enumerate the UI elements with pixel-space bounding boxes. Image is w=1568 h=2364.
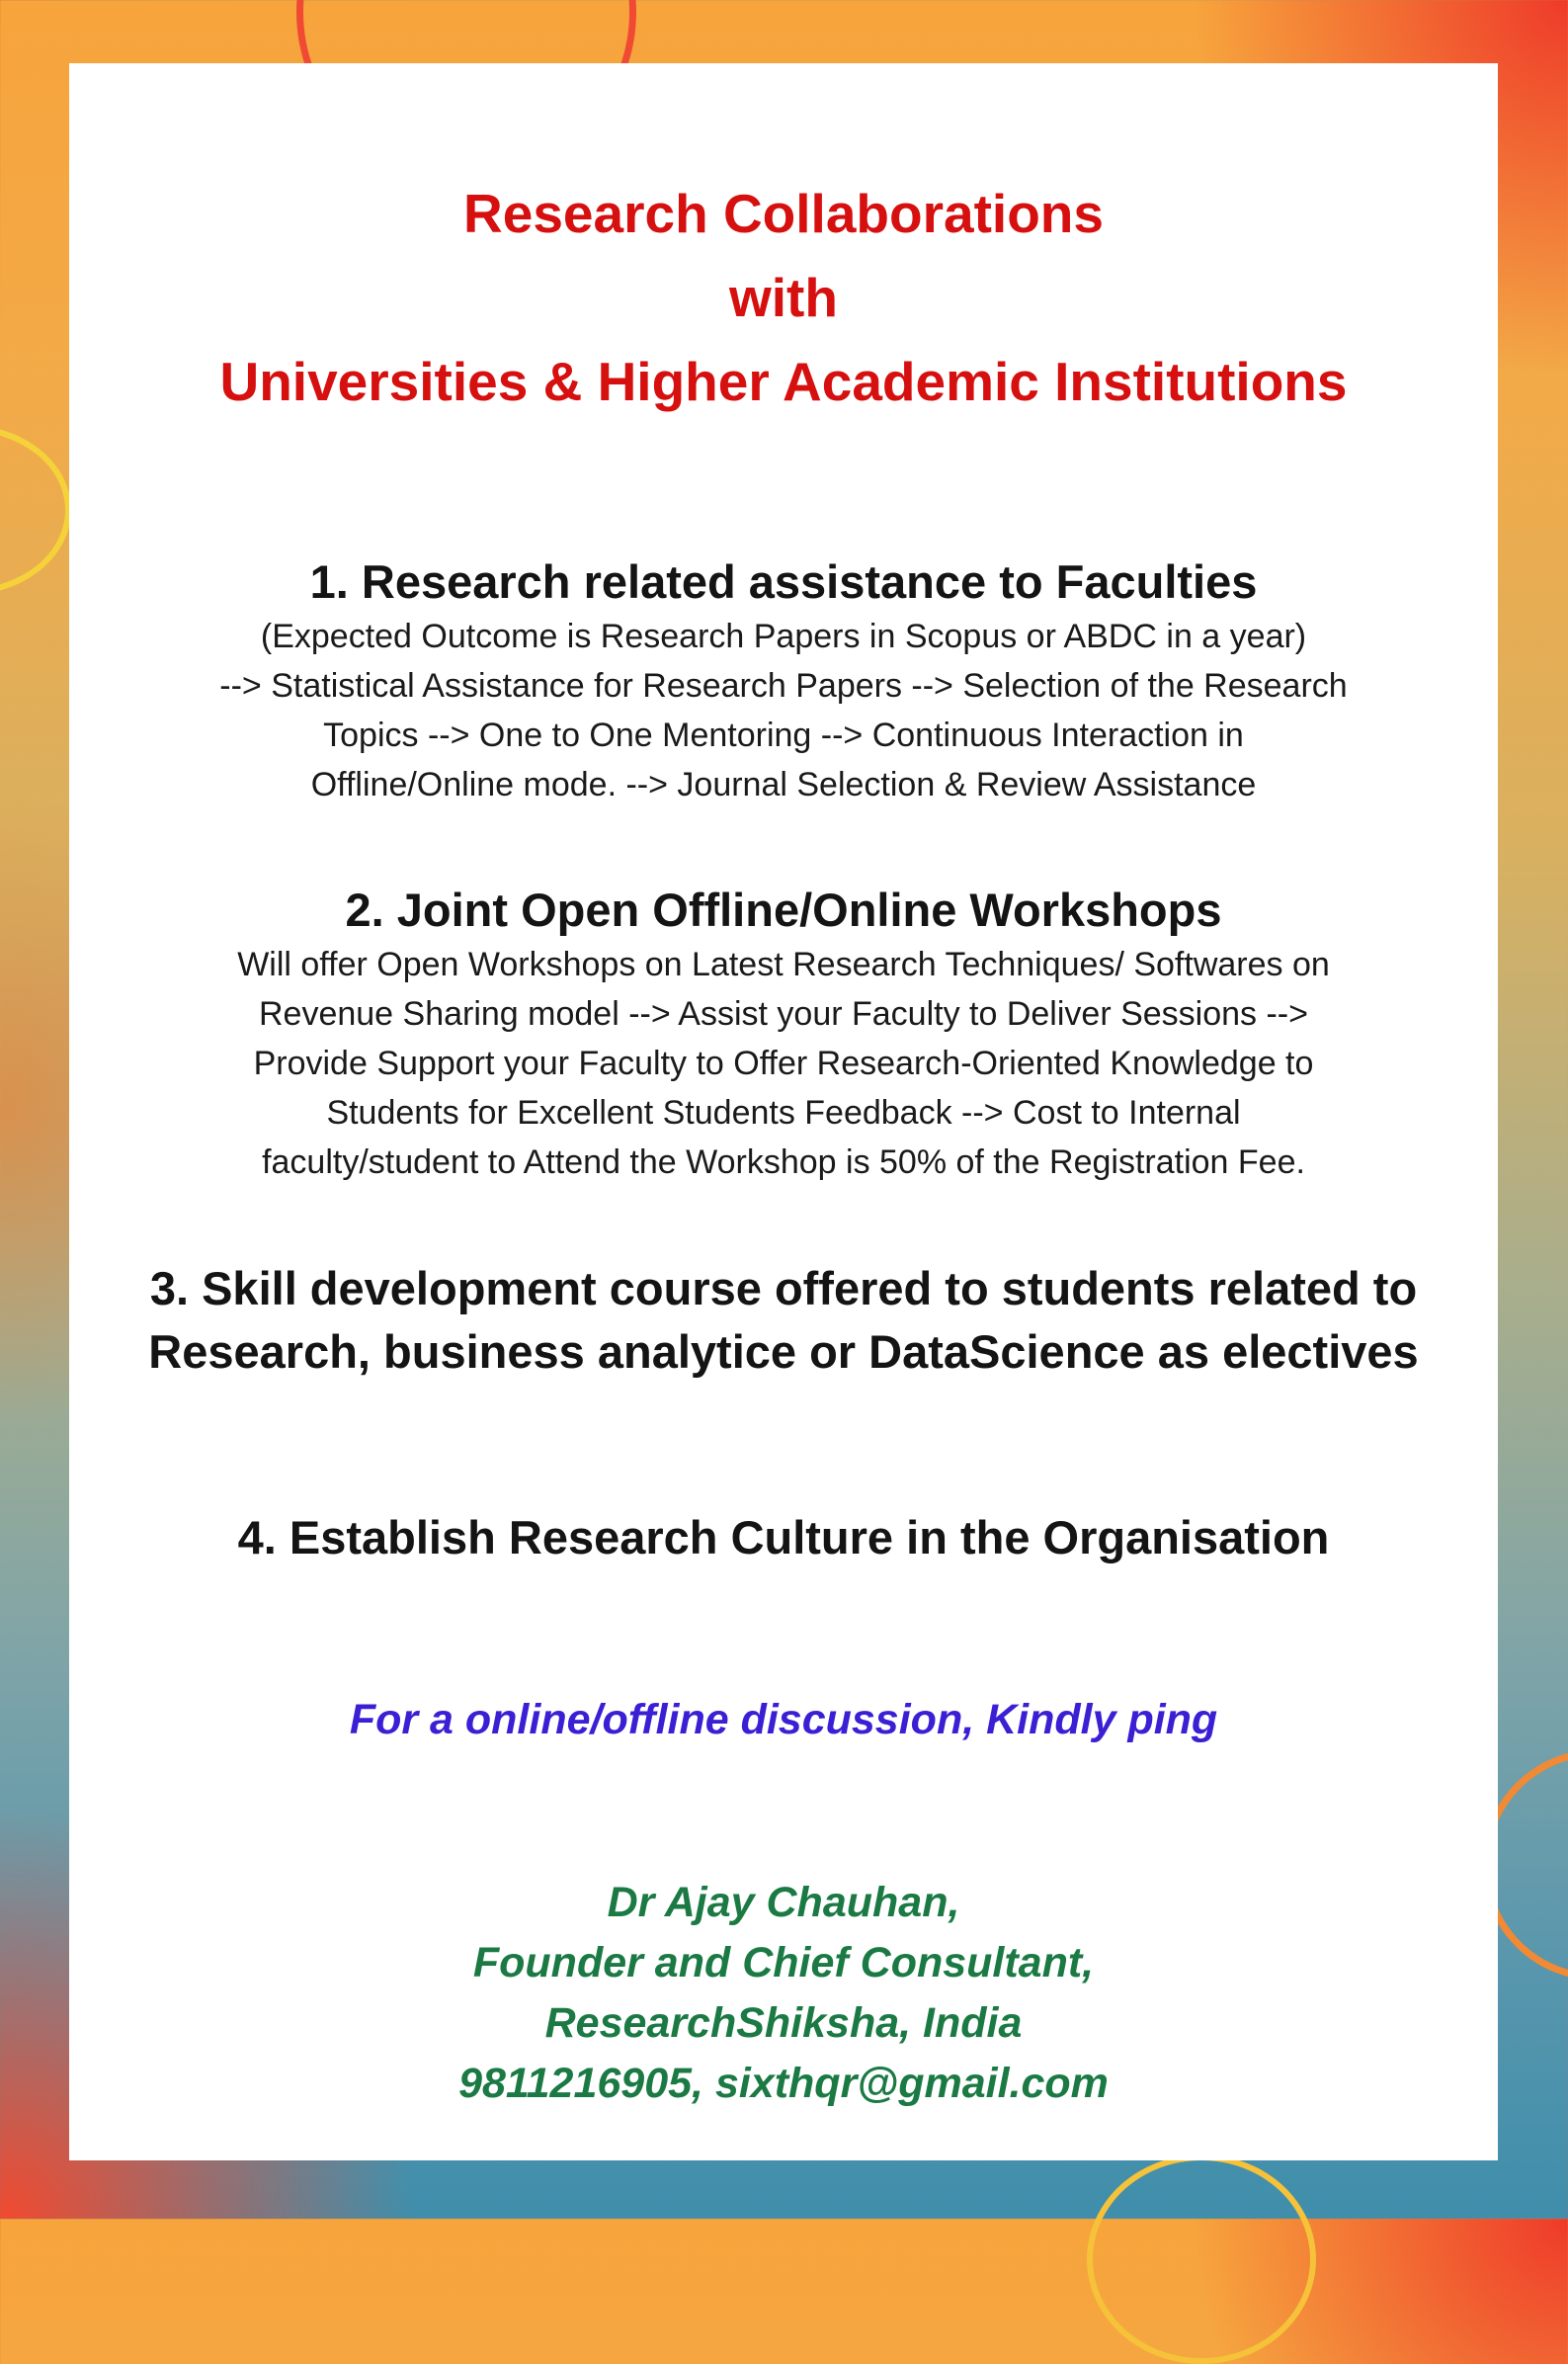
contact-phone-email: 9811216905, sixthqr@gmail.com xyxy=(458,2060,1109,2107)
page-title xyxy=(69,172,1498,424)
section-1-heading: 1. Research related assistance to Faculties xyxy=(309,555,1258,608)
section-1-line-4: Offline/Online mode. --> Journal Selection & Review Assistance xyxy=(310,766,1257,803)
decorative-ring-left xyxy=(0,425,71,595)
call-to-action: For a online/offline discussion, Kindly ping xyxy=(349,1696,1218,1743)
title-line-1: Research Collaborations xyxy=(463,183,1104,244)
section-3-heading xyxy=(69,1257,1498,1384)
section-4-heading: 4. Establish Research Culture in the Organisation xyxy=(237,1511,1330,1563)
title-line-2: with xyxy=(729,267,838,328)
section-3-heading-line-2: Research, business analytice or DataScience as electives xyxy=(148,1325,1419,1378)
contact-role: Founder and Chief Consultant, xyxy=(472,1939,1095,1986)
section-1-line-3: Topics --> One to One Mentoring --> Continuous Interaction in xyxy=(323,717,1244,754)
contact-org: ResearchShiksha, India xyxy=(544,1999,1023,2047)
section-2-line-5: faculty/student to Attend the Workshop is 50% of the Registration Fee. xyxy=(262,1143,1305,1181)
section-1-line-2: --> Statistical Assistance for Research Papers --> Selection of the Research xyxy=(219,667,1348,705)
section-2-line-3: Provide Support your Faculty to Offer Research-Oriented Knowledge to xyxy=(253,1045,1314,1082)
section-2-heading: 2. Joint Open Offline/Online Workshops xyxy=(345,884,1222,936)
section-1-body xyxy=(69,612,1498,809)
title-line-3: Universities & Higher Academic Institutions xyxy=(219,351,1348,412)
flyer-card xyxy=(69,63,1498,2160)
section-2-line-1: Will offer Open Workshops on Latest Research Techniques/ Softwares on xyxy=(237,946,1330,983)
decorative-ring-bottom xyxy=(1087,2154,1316,2364)
section-3-heading-line-1: 3. Skill development course offered to students related to xyxy=(149,1262,1418,1314)
section-1-line-1: (Expected Outcome is Research Papers in Scopus or ABDC in a year) xyxy=(260,618,1307,655)
section-2-line-4: Students for Excellent Students Feedback --> Cost to Internal xyxy=(326,1094,1241,1132)
section-2-line-2: Revenue Sharing model --> Assist your Faculty to Deliver Sessions --> xyxy=(258,995,1308,1033)
section-2-body xyxy=(69,940,1498,1187)
contact-block xyxy=(69,1873,1498,2114)
contact-name: Dr Ajay Chauhan, xyxy=(607,1879,960,1926)
